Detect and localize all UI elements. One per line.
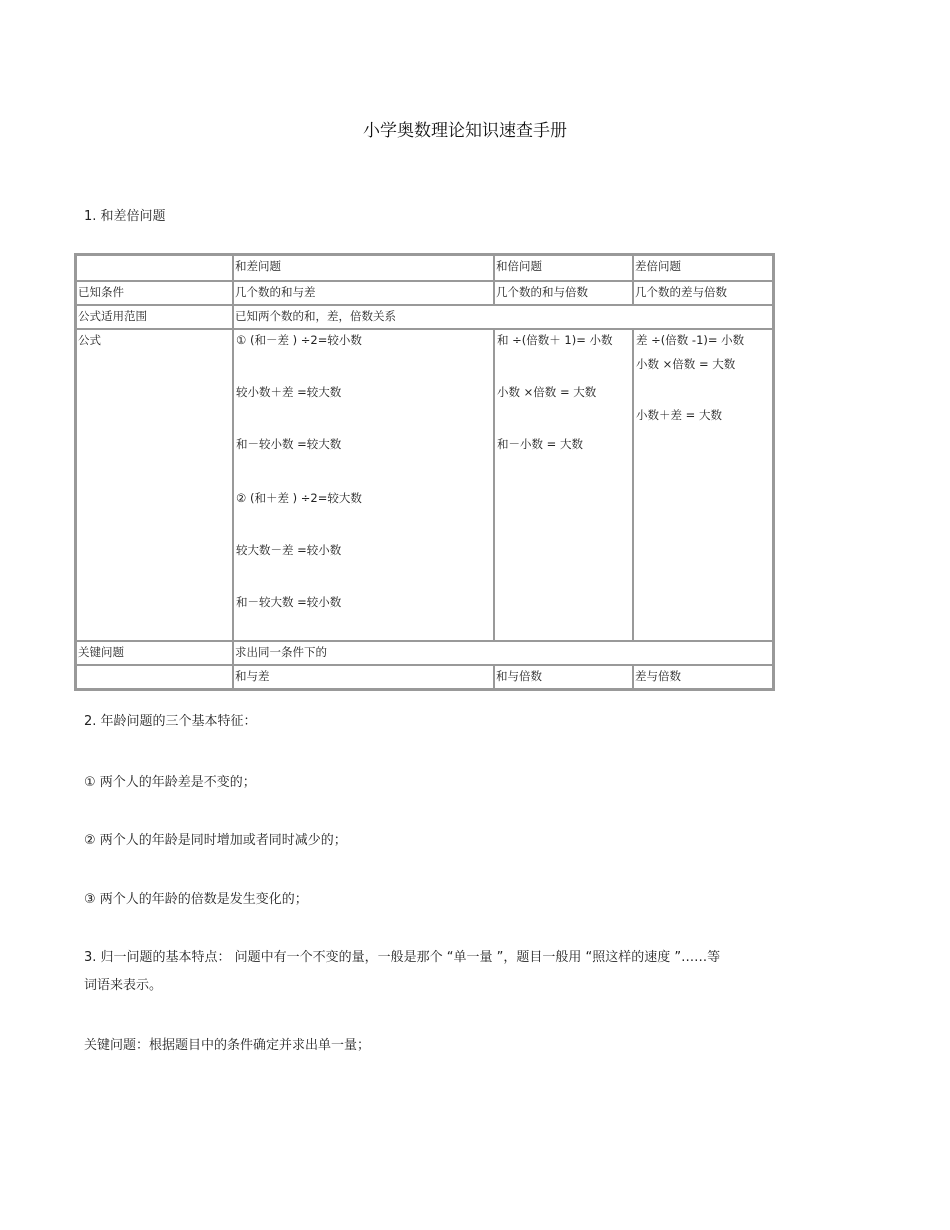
header-cell-chabei: 差倍问题 (633, 255, 773, 281)
section-1-heading: 1. 和差倍问题 (84, 209, 166, 224)
header-cell-empty (76, 255, 233, 281)
table-cell: 几个数的差与倍数 (633, 281, 773, 305)
list-item: ③ 两个人的年龄的倍数是发生变化的； (84, 892, 308, 907)
formula-line: 较大数－差 =较小数 (236, 543, 342, 557)
row-label: 公式适用范围 (76, 305, 233, 329)
list-item: ① 两个人的年龄差是不变的； (84, 775, 256, 790)
table-row-known (76, 281, 773, 305)
table-cell: 差与倍数 (633, 665, 773, 689)
section-3-line-1: 3. 归一问题的基本特点： 问题中有一个不变的量，一般是那个 “单一量 ”，题目一般用 “照这样的速度 ”……等 (84, 950, 721, 965)
table-cell: 求出同一条件下的 (233, 641, 773, 665)
formula-line: 和－小数 = 大数 (497, 437, 583, 451)
row-label: 关键问题 (76, 641, 233, 665)
formula-line: 小数 ×倍数 = 大数 (636, 357, 736, 371)
row-label: 公式 (76, 329, 233, 641)
formula-line: 差 ÷(倍数 -1)= 小数 (636, 333, 745, 347)
table-cell: 和与倍数 (494, 665, 633, 689)
sum-difference-multiple-table (74, 253, 775, 691)
list-item: ② 两个人的年龄是同时增加或者同时减少的； (84, 833, 347, 848)
formula-line: 较小数＋差 =较大数 (236, 385, 342, 399)
table-cell: 几个数的和与差 (233, 281, 494, 305)
table-cell: 已知两个数的和，差，倍数关系 (233, 305, 773, 329)
table-cell: 几个数的和与倍数 (494, 281, 633, 305)
table-header-row (76, 255, 773, 281)
page-title: 小学奥数理论知识速查手册 (363, 121, 567, 141)
formula-line: 和－较大数 =较小数 (236, 595, 342, 609)
formula-line: 小数 ×倍数 = 大数 (497, 385, 597, 399)
table-row-scope (76, 305, 773, 329)
formula-line: ① (和－差 ) ÷2=较小数 (236, 333, 362, 347)
formula-line: 和－较小数 =较大数 (236, 437, 342, 451)
formula-cell-hecha (233, 329, 494, 641)
table-cell-empty (76, 665, 233, 689)
header-cell-hecha: 和差问题 (233, 255, 494, 281)
section-3-key-question: 关键问题：根据题目中的条件确定并求出单一量； (84, 1038, 371, 1053)
section-3-line-2: 词语来表示。 (84, 978, 163, 993)
formula-line: 小数＋差 = 大数 (636, 408, 722, 422)
formula-line: 和 ÷(倍数＋ 1)= 小数 (497, 333, 613, 347)
formula-line: ② (和＋差 ) ÷2=较大数 (236, 491, 362, 505)
table-row-key-detail (76, 665, 773, 689)
table-row-formula (76, 329, 773, 641)
section-2-heading: 2. 年龄问题的三个基本特征： (84, 714, 257, 729)
row-label: 已知条件 (76, 281, 233, 305)
header-cell-hebei: 和倍问题 (494, 255, 633, 281)
table-row-key (76, 641, 773, 665)
formula-cell-chabei (633, 329, 773, 641)
formula-cell-hebei (494, 329, 633, 641)
table-cell: 和与差 (233, 665, 494, 689)
